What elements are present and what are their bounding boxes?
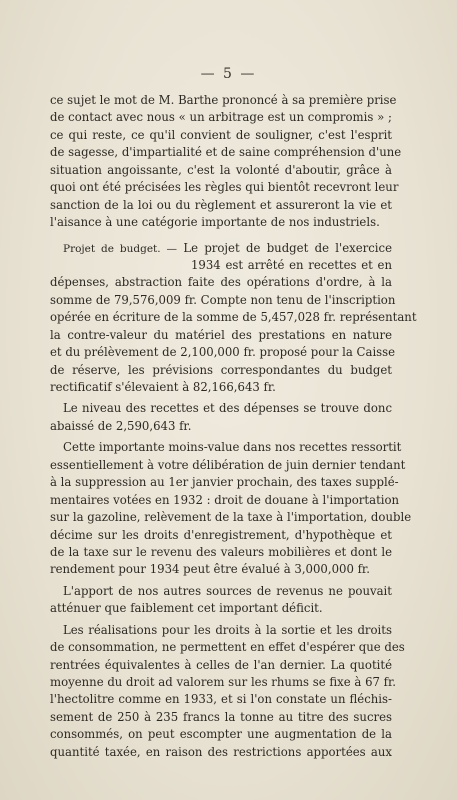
paragraph-budget (50, 240, 417, 397)
text-line: rentrées équivalentes à celles de l'an dernier. La quotité (50, 657, 392, 672)
paragraph (50, 92, 402, 232)
text-line: la contre-valeur du matériel des prestations en nature (50, 327, 392, 342)
text-line: l'aisance à une catégorie importante de nos industriels. (50, 215, 380, 230)
text-line: de la taxe sur le revenu des valeurs mobilières et dont le (50, 544, 392, 559)
text-line: abaissé de 2,590,643 fr. (50, 418, 192, 433)
text-line: ce qui reste, ce qu'il convient de souligner, c'est l'esprit (50, 127, 392, 142)
body-text (50, 92, 417, 761)
text-line: Cette importante moins-value dans nos recettes ressortit (63, 440, 402, 455)
text-line: moyenne du droit ad valorem sur les rhums se fixe à 67 fr. (50, 675, 397, 689)
text-line: 1934 est arrêté en recettes et en (191, 257, 392, 272)
text-line: de réserve, les prévisions correspondantes du budget (50, 362, 392, 377)
text-line: sanction de la loi ou du règlement et assureront la vie et (50, 197, 392, 212)
text-line: L'apport de nos autres sources de revenus ne pouvait (63, 583, 392, 598)
text-line: quoi ont été précisées les règles qui bientôt recevront leur (50, 180, 399, 195)
text-line: de contact avec nous « un arbitrage est un compromis » ; (50, 110, 392, 125)
text-line: sur la gazoline, relèvement de la taxe à l'importation, double (50, 510, 412, 525)
section-heading: Projet de budget. — (63, 242, 178, 255)
text-line: ce sujet le mot de M. Barthe prononcé à sa première prise (50, 93, 397, 107)
text-line: Les réalisations pour les droits à la sortie et les droits (63, 622, 392, 637)
paragraph (50, 622, 405, 762)
page-number: — 5 — (200, 66, 257, 82)
text-line: de sagesse, d'impartialité et de saine compréhension d'une (50, 145, 402, 160)
text-line: rendement pour 1934 peut être évalué à 3,000,000 fr. (50, 562, 370, 577)
text-line: sement de 250 à 235 francs la tonne au titre des sucres (50, 709, 392, 724)
text-line: opérée en écriture de la somme de 5,457,028 fr. représentant (50, 310, 417, 325)
text-line: consommés, on peut escompter une augmentation de la (50, 727, 392, 742)
text-line: situation angoissante, c'est la volonté d'aboutir, grâce à (50, 162, 392, 177)
paragraph (50, 583, 392, 618)
text-line: dépenses, abstraction faite des opérations d'ordre, à la (50, 275, 392, 290)
text-line (50, 240, 392, 257)
text-line: et du prélèvement de 2,100,000 fr. proposé pour la Caisse (50, 345, 396, 360)
text-line: à la suppression au 1er janvier prochain, des taxes supplé- (50, 475, 399, 490)
text-line: l'hectolitre comme en 1933, et si l'on constate un fléchis- (50, 692, 392, 707)
text-line: décime sur les droits d'enregistrement, d'hypothèque et (50, 527, 392, 542)
paragraph (50, 439, 412, 579)
text-line: quantité taxée, en raison des restrictions apportées aux (50, 744, 392, 759)
text-line: somme de 79,576,009 fr. Compte non tenu de l'inscription (50, 292, 396, 307)
text-line: rectificatif s'élevaient à 82,166,643 fr. (50, 380, 276, 394)
text-line: atténuer que faiblement cet important déficit. (50, 601, 323, 616)
text-line: mentaires votées en 1932 : droit de douane à l'importation (50, 492, 400, 507)
text-fragment: Le projet de budget de l'exercice (183, 240, 392, 255)
text-line: de consommation, ne permettent en effet d'espérer que des (50, 640, 405, 655)
text-line: essentiellement à votre délibération de juin dernier tendant (50, 457, 406, 472)
text-line: Le niveau des recettes et des dépenses se trouve donc (63, 401, 392, 416)
paragraph (50, 400, 392, 435)
